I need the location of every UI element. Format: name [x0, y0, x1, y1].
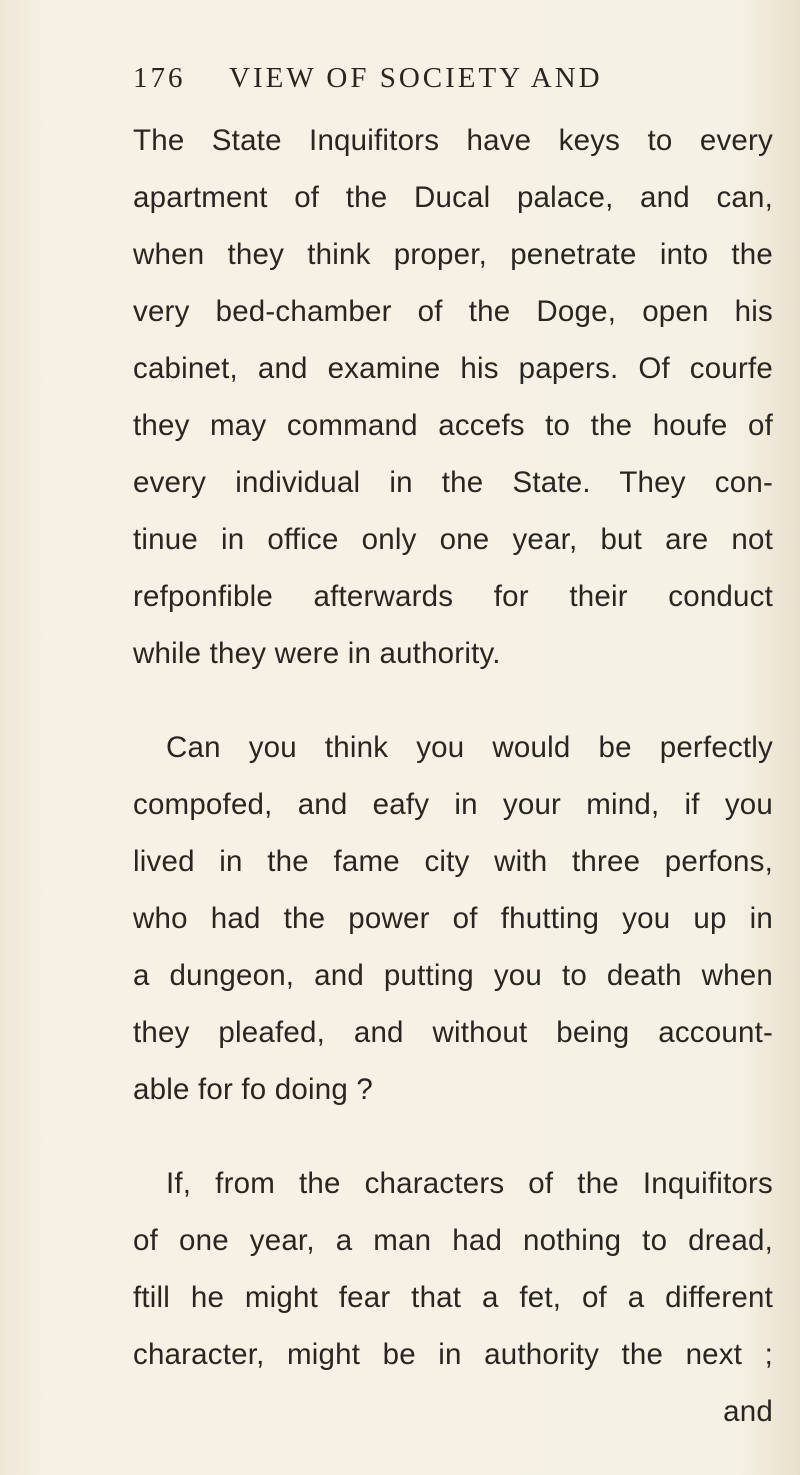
text-line: ftill he might fear that a fet, of a different [133, 1281, 773, 1314]
text-line: a dungeon, and putting you to death when [133, 959, 773, 992]
paragraph [133, 112, 773, 682]
text-line: who had the power of fhutting you up in [133, 902, 773, 935]
text-line: refponfible afterwards for their conduct [133, 580, 773, 613]
text-line: able for fo doing ? [133, 1073, 373, 1106]
body-text [133, 112, 773, 1440]
text-line: Can you think you would be perfectly [166, 731, 773, 764]
text-line: apartment of the Ducal palace, and can, [133, 181, 773, 214]
text-line: while they were in authority. [133, 637, 501, 670]
text-line: character, might be in authority the next ; [133, 1338, 773, 1371]
text-line: compofed, and eafy in your mind, if you [133, 788, 773, 821]
text-line: every individual in the State. They con- [133, 466, 773, 499]
text-line: The State Inquifitors have keys to every [133, 124, 773, 157]
text-line: lived in the fame city with three perfons, [133, 845, 773, 878]
running-head: VIEW OF SOCIETY AND [229, 62, 603, 94]
text-line: cabinet, and examine his papers. Of courfe [133, 352, 773, 385]
page-number: 176 [133, 62, 186, 94]
text-line: very bed-chamber of the Doge, open his [133, 295, 773, 328]
paragraph [133, 1155, 773, 1383]
text-line: they may command accefs to the houfe of [133, 409, 773, 442]
text-line: when they think proper, penetrate into the [133, 238, 773, 271]
paragraph-gap [133, 1118, 773, 1155]
paragraph [133, 719, 773, 1118]
paragraph-gap [133, 682, 773, 719]
text-line: If, from the characters of the Inquifitors [166, 1167, 773, 1200]
page-header [133, 62, 713, 112]
catchword: and [723, 1395, 773, 1428]
text-line: tinue in office only one year, but are not [133, 523, 773, 556]
text-line: of one year, a man had nothing to dread, [133, 1224, 773, 1257]
text-line: they pleafed, and without being account- [133, 1016, 773, 1049]
